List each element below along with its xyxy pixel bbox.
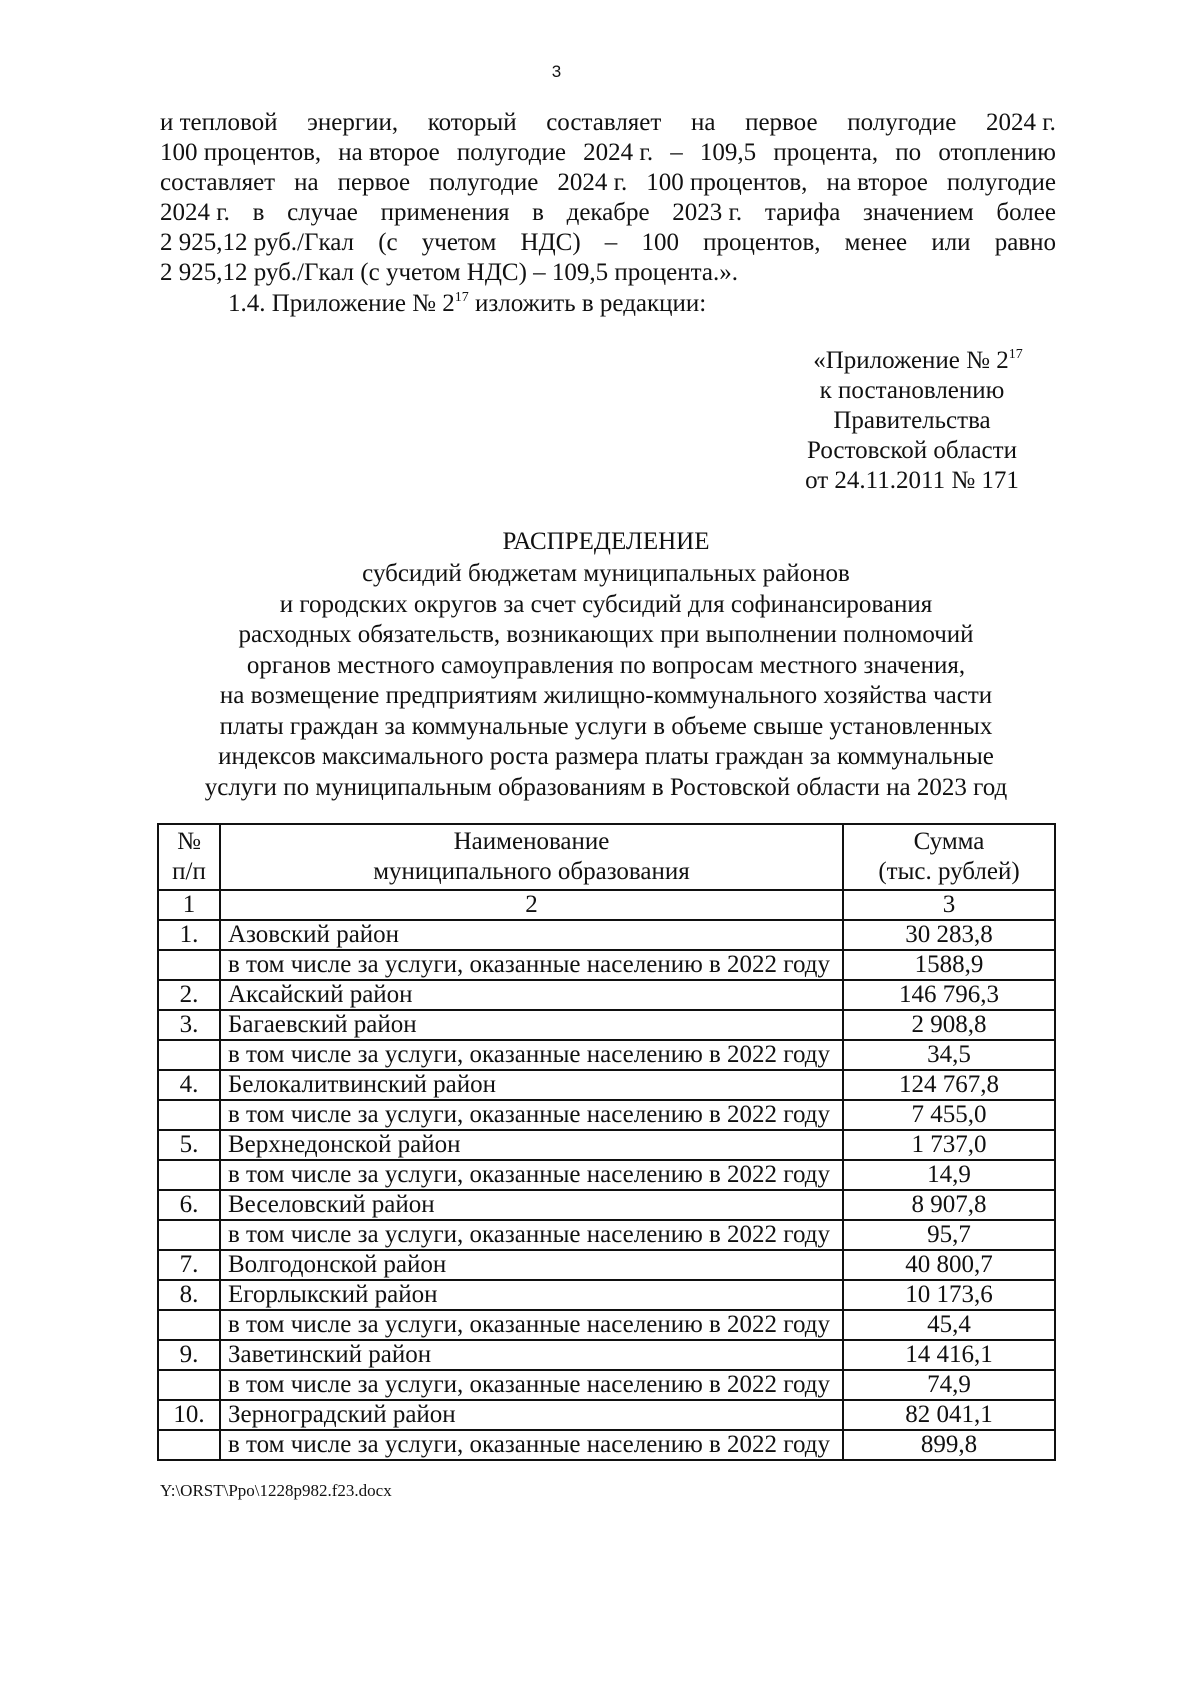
intro-word: 100 процентов, — [646, 169, 808, 196]
intro-line — [160, 108, 1056, 138]
intro-word: полугодие — [847, 109, 957, 136]
intro-word: составляет — [546, 109, 662, 136]
table-row — [158, 1070, 1055, 1100]
intro-word: на второе — [826, 169, 928, 196]
point-superscript: 17 — [454, 290, 469, 305]
intro-word: который — [427, 109, 517, 136]
header-sum-line-1: Сумма — [913, 828, 985, 855]
row-name: Верхнедонской район — [220, 1130, 843, 1160]
table-row — [158, 1100, 1055, 1130]
row-name: Волгодонской район — [220, 1250, 843, 1280]
appendix-line-4: Ростовской области — [807, 437, 1017, 464]
row-number — [158, 1370, 220, 1400]
row-sum: 899,8 — [843, 1430, 1055, 1460]
header-number — [158, 824, 220, 890]
appendix-line-1 — [700, 346, 1124, 376]
intro-word: тарифа — [764, 199, 841, 226]
row-name: Зерноградский район — [220, 1400, 843, 1430]
intro-word: – — [604, 229, 618, 256]
intro-word: (с — [378, 229, 398, 256]
subtitle-line: услуги по муниципальным образованиям в Ростовской области на 2023 год — [204, 773, 1008, 801]
intro-word: по — [895, 139, 922, 166]
row-sum: 7 455,0 — [843, 1100, 1055, 1130]
intro-word: – — [670, 139, 683, 166]
row-number: 3. — [158, 1010, 220, 1040]
intro-word: энергии, — [307, 109, 399, 136]
row-name: Азовский район — [220, 920, 843, 950]
intro-line — [160, 138, 1056, 168]
row-number: 2. — [158, 980, 220, 1010]
intro-word: 2024 г. — [160, 199, 230, 226]
row-name: в том числе за услуги, оказанные населению в 2022 году — [220, 1040, 843, 1070]
row-number: 4. — [158, 1070, 220, 1100]
table-row — [158, 1400, 1055, 1430]
table-row — [158, 980, 1055, 1010]
header-name-line-1: Наименование — [453, 828, 610, 855]
row-sum: 14 416,1 — [843, 1340, 1055, 1370]
intro-word: составляет — [160, 169, 276, 196]
row-sum: 124 767,8 — [843, 1070, 1055, 1100]
appendix-line-3: Правительства — [833, 407, 991, 434]
intro-word: в — [252, 199, 265, 226]
table-row — [158, 1010, 1055, 1040]
row-number: 8. — [158, 1280, 220, 1310]
intro-word: или — [931, 229, 971, 256]
table-row — [158, 1430, 1055, 1460]
intro-word: на — [294, 169, 319, 196]
intro-word: значением — [863, 199, 974, 226]
row-number: 6. — [158, 1190, 220, 1220]
row-name: Егорлыкский район — [220, 1280, 843, 1310]
appendix-line-5: от 24.11.2011 № 171 — [805, 467, 1019, 494]
point-suffix: изложить в редакции: — [468, 290, 707, 317]
intro-line — [160, 168, 1056, 198]
intro-word: 109,5 — [699, 139, 757, 166]
subtitle-line: органов местного самоуправления по вопросам местного значения, — [246, 651, 966, 679]
row-number: 1. — [158, 920, 220, 950]
row-number — [158, 950, 220, 980]
document-title-block — [100, 527, 1112, 803]
document-subtitle — [100, 559, 1112, 803]
index-cell-2: 2 — [220, 890, 843, 920]
point-1-4 — [228, 289, 706, 319]
intro-word: 2023 г. — [672, 199, 743, 226]
row-name: Багаевский район — [220, 1010, 843, 1040]
row-sum: 30 283,8 — [843, 920, 1055, 950]
table-row — [158, 1280, 1055, 1310]
intro-word: на — [690, 109, 716, 136]
intro-word: более — [996, 199, 1056, 226]
intro-word: отоплению — [938, 139, 1056, 166]
header-number-line-2: п/п — [172, 858, 206, 885]
subtitle-line: расходных обязательств, возникающих при выполнении полномочий — [238, 621, 974, 648]
intro-word: декабре — [566, 199, 650, 226]
row-name: в том числе за услуги, оказанные населению в 2022 году — [220, 950, 843, 980]
intro-word: и тепловой — [160, 109, 278, 136]
intro-word: полугодие — [429, 169, 539, 196]
row-sum: 14,9 — [843, 1160, 1055, 1190]
intro-word: 100 процентов, — [160, 139, 322, 166]
row-sum: 34,5 — [843, 1040, 1055, 1070]
intro-word: в — [532, 199, 544, 226]
row-number — [158, 1160, 220, 1190]
appendix-heading — [700, 346, 1124, 496]
row-sum: 45,4 — [843, 1310, 1055, 1340]
intro-word: процентов, — [703, 229, 821, 256]
intro-word: учетом — [421, 229, 497, 256]
intro-line — [160, 198, 1056, 228]
table-row — [158, 1340, 1055, 1370]
row-name: в том числе за услуги, оказанные населению в 2022 году — [220, 1370, 843, 1400]
table-row — [158, 1160, 1055, 1190]
row-name: Заветинский район — [220, 1340, 843, 1370]
table-row — [158, 1250, 1055, 1280]
header-sum — [843, 824, 1055, 890]
table-row — [158, 1130, 1055, 1160]
row-name: Аксайский район — [220, 980, 843, 1010]
row-sum: 95,7 — [843, 1220, 1055, 1250]
row-name: в том числе за услуги, оказанные населению в 2022 году — [220, 1100, 843, 1130]
row-name: в том числе за услуги, оказанные населению в 2022 году — [220, 1220, 843, 1250]
intro-paragraph — [160, 108, 1056, 288]
row-sum: 146 796,3 — [843, 980, 1055, 1010]
intro-word: первое — [337, 169, 411, 196]
table-row — [158, 1310, 1055, 1340]
footer-file-path: Y:\ORST\Ppo\1228p982.f23.docx — [160, 1481, 392, 1500]
header-number-line-1: № — [177, 828, 201, 855]
subtitle-line: платы граждан за коммунальные услуги в объеме свыше установленных — [219, 712, 993, 740]
row-number: 10. — [158, 1400, 220, 1430]
row-sum: 1 737,0 — [843, 1130, 1055, 1160]
table-index-row — [158, 890, 1055, 920]
header-sum-line-2: (тыс. рублей) — [878, 858, 1020, 885]
row-name: Белокалитвинский район — [220, 1070, 843, 1100]
row-name: в том числе за услуги, оказанные населению в 2022 году — [220, 1160, 843, 1190]
header-name-line-2: муниципального образования — [373, 858, 690, 885]
subtitle-line: субсидий бюджетам муниципальных районов — [362, 560, 850, 587]
intro-word: на второе — [338, 139, 440, 166]
table-row — [158, 920, 1055, 950]
row-sum: 82 041,1 — [843, 1400, 1055, 1430]
intro-word: полугодие — [456, 139, 566, 166]
appendix-superscript: 17 — [1008, 347, 1023, 362]
intro-word: процента, — [773, 139, 879, 166]
table-header-row — [158, 824, 1055, 890]
row-name: Веселовский район — [220, 1190, 843, 1220]
subtitle-line: на возмещение предприятиям жилищно-коммунального хозяйства части — [219, 682, 993, 709]
intro-word: 2024 г. — [583, 139, 654, 166]
subtitle-line: и городских округов за счет субсидий для софинансирования — [279, 590, 933, 618]
row-number: 7. — [158, 1250, 220, 1280]
point-prefix: 1.4. Приложение № 2 — [228, 290, 455, 317]
row-sum: 2 908,8 — [843, 1010, 1055, 1040]
distribution-table — [157, 823, 1056, 1461]
table-row — [158, 950, 1055, 980]
intro-word: равно — [994, 229, 1056, 256]
intro-word: 2 925,12 руб./Гкал — [160, 229, 355, 256]
row-number — [158, 1310, 220, 1340]
table-row — [158, 1040, 1055, 1070]
intro-word: полугодие — [946, 169, 1056, 196]
document-title: РАСПРЕДЕЛЕНИЕ — [502, 528, 710, 555]
intro-word: 100 — [641, 229, 679, 256]
row-sum: 10 173,6 — [843, 1280, 1055, 1310]
intro-word: случае — [287, 199, 358, 226]
row-sum: 1588,9 — [843, 950, 1055, 980]
appendix-line-1-text: «Приложение № 2 — [813, 347, 1009, 374]
row-number: 9. — [158, 1340, 220, 1370]
header-name — [220, 824, 843, 890]
table-row — [158, 1190, 1055, 1220]
row-number — [158, 1220, 220, 1250]
intro-last-line: 2 925,12 руб./Гкал (с учетом НДС) – 109,5 процента.». — [160, 259, 738, 286]
subtitle-line: индексов максимального роста размера платы граждан за коммунальные — [218, 743, 994, 770]
intro-word: менее — [844, 229, 908, 256]
intro-word: первое — [745, 109, 818, 136]
intro-word: 2024 г. — [985, 109, 1056, 136]
index-cell-3: 3 — [843, 890, 1055, 920]
row-sum: 8 907,8 — [843, 1190, 1055, 1220]
appendix-line-2: к постановлению — [819, 377, 1005, 404]
row-sum: 74,9 — [843, 1370, 1055, 1400]
table-row — [158, 1370, 1055, 1400]
row-number — [158, 1040, 220, 1070]
index-cell-1: 1 — [158, 890, 220, 920]
row-name: в том числе за услуги, оказанные населению в 2022 году — [220, 1430, 843, 1460]
page-number: 3 — [551, 62, 562, 81]
intro-word: 2024 г. — [557, 169, 628, 196]
intro-word: НДС) — [520, 229, 581, 256]
row-number: 5. — [158, 1130, 220, 1160]
table-row — [158, 1220, 1055, 1250]
row-name: в том числе за услуги, оказанные населению в 2022 году — [220, 1310, 843, 1340]
intro-line — [160, 228, 1056, 258]
row-number — [158, 1430, 220, 1460]
row-sum: 40 800,7 — [843, 1250, 1055, 1280]
intro-word: применения — [380, 199, 510, 226]
row-number — [158, 1100, 220, 1130]
